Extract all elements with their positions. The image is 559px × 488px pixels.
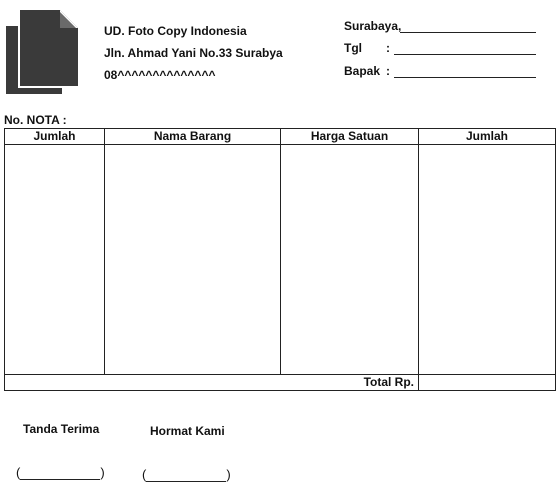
date-line[interactable] [394,54,536,55]
column-header-item-name: Nama Barang [105,129,281,145]
date-colon: : [386,41,390,55]
recipient-line[interactable] [394,77,536,78]
recipient-label: Bapak [344,64,381,78]
column-header-quantity: Jumlah [5,129,105,145]
company-address: Jln. Ahmad Yani No.33 Surabya [104,46,283,60]
unit-price-cell[interactable] [281,145,419,375]
sender-open-paren: ( [142,467,147,482]
receiver-close-paren: ) [100,465,105,480]
company-name: UD. Foto Copy Indonesia [104,24,247,38]
sender-close-paren: ) [226,467,231,482]
table-row [5,145,556,375]
receiver-signature-field[interactable] [16,465,105,480]
invoice-number-label: No. NOTA : [4,113,67,127]
item-name-cell[interactable] [105,145,281,375]
company-phone: 08^^^^^^^^^^^^^^ [104,68,216,82]
total-row [5,375,556,391]
amount-cell[interactable] [419,145,556,375]
recipient-colon: : [386,64,390,78]
table-header-row [5,129,556,145]
column-header-unit-price: Harga Satuan [281,129,419,145]
city-date-line[interactable] [400,32,536,33]
city-label: Surabaya, [344,19,402,33]
receiver-signature-label: Tanda Terima [23,422,100,436]
items-table [4,128,555,390]
date-label: Tgl [344,41,362,55]
sender-signature-label: Hormat Kami [150,424,225,438]
receiver-signature-line [20,467,100,480]
sender-signature-line [146,469,226,482]
total-value-cell[interactable] [419,375,556,391]
documents-icon [4,8,80,94]
receiver-open-paren: ( [16,465,21,480]
column-header-amount: Jumlah [419,129,556,145]
quantity-cell[interactable] [5,145,105,375]
total-label: Total Rp. [5,375,419,391]
sender-signature-field[interactable] [142,467,231,482]
